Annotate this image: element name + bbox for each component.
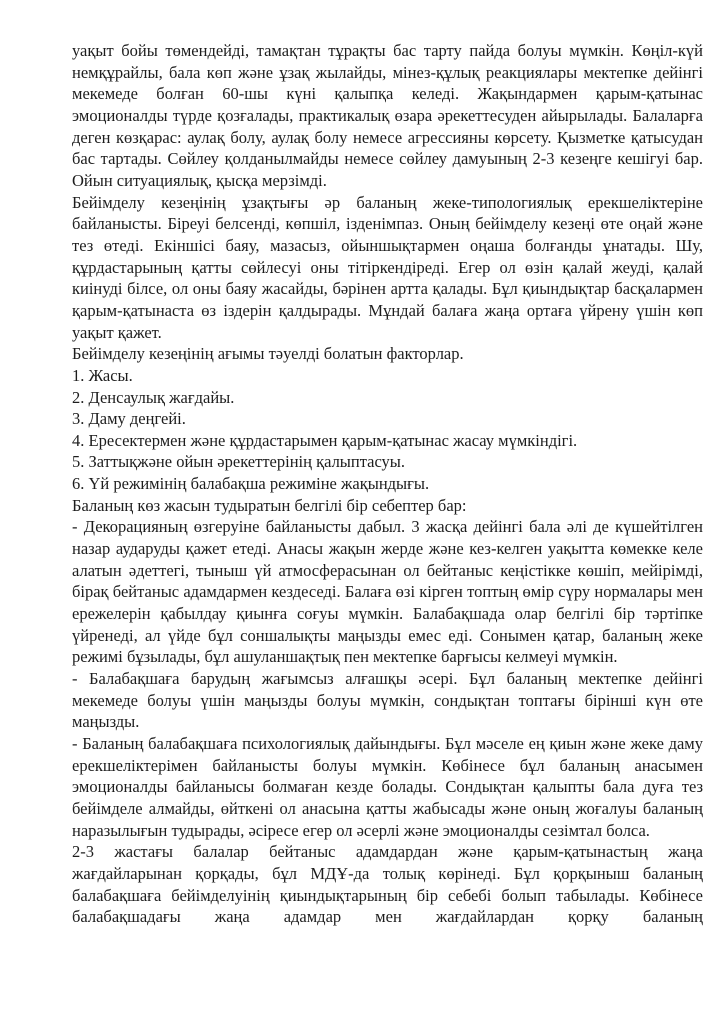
factor-item-3: 3. Даму деңгейі. <box>72 409 186 429</box>
paragraph-continuation: уақыт бойы төмендейді, тамақтан тұрақты бас тарту пайда болуы мүмкін. Көңіл-күй немқұрайлы, бала көп және ұзақ жылайды, мінез-құлық реакциялары мектепке дейінгі мекемеде болған 60-шы күні қалыпқа келеді. Жақындармен қарым-қатынас эмоционалды түрде қозғалады, практикалық өзара әрекеттесуден айырылады. Балаларға деген көзқарас: аулақ болу, аулақ болу немесе агрессияны көрсету. Қызметке қатысудан бас тартады. Сөйлеу қолданылмайды немесе сөйлеу дамуының 2-3 кезеңге кешігуі бар. Ойын ситуациялық, қысқа мерзімді. <box>72 41 703 190</box>
paragraph-reason-negative-first-impression: - Балабақшаға барудың жағымсыз алғашқы әсері. Бұл баланың мектепке дейінгі мекемеде болуы үшін маңызды болуы мүмкін, сондықтан топтағы бірінші күн өте маңызды. <box>72 669 703 732</box>
paragraph-reason-scenery-change: - Декорацияның өзгеруіне байланысты дабыл. 3 жасқа дейінгі бала әлі де күшейтілген назар аударуды қажет етеді. Анасы жақын жерде және кез-келген уақытта көмекке келе алатын әдеттегі, тыныш үй атмосферасынан ол бейтаныс кеңістікке көшіп, мейірімді, бірақ бейтаныс адамдармен кездеседі. Балаға өзі кірген топтың өмір сүру нормалары мен ережелерін қабылдау қиынға соғуы мүмкін. Балабақшада олар белгілі бір тәртіпке үйренеді, ал үйде бұл соншалықты маңызды емес еді. Сонымен қатар, баланың жеке режимі бұзылады, бұл ашуланшақтық пен мектепке барғысы келмеуі мүмкін. <box>72 517 703 667</box>
paragraph-factors-heading: Бейімделу кезеңінің ағымы тәуелді болатын факторлар. <box>72 344 464 364</box>
factor-item-5: 5. Заттықжәне ойын әрекеттерінің қалыптасуы. <box>72 452 406 472</box>
factor-item-6: 6. Үй режимінің балабақша режиміне жақындығы. <box>72 474 430 494</box>
paragraph-reason-psychological-readiness: - Баланың балабақшаға психологиялық дайындығы. Бұл мәселе ең қиын және жеке даму ерекшеліктерімен байланысты болуы мүмкін. Көбінесе бұл баланың анасымен эмоционалды байланысы болмаған кезде болады. Сондықтан қалыпты бала дуға тез бейімделе алмайды, өйткені ол анасына қатты жабысады және оның жоғалуы баланың наразылығын тудырады, әсіресе егер ол әсерлі және эмоционалды сезімтал болса. <box>72 734 703 840</box>
paragraph-reasons-intro: Баланың көз жасын тудыратын белгілі бір себептер бар: <box>72 495 467 515</box>
factor-item-1: 1. Жасы. <box>72 365 133 385</box>
paragraph-fear-of-strangers: 2-3 жастағы балалар бейтаныс адамдардан және қарым-қатынастың жаңа жағдайларынан қорқады, бұл МДҰ-да толық көрінеді. Бұл қорқыныш баланың балабақшаға бейімделуінің қиындықтарының бір себебі болып табылады. Көбінесе балабақшадағы жаңа адамдар мен жағдайлардан қорқу баланың <box>72 842 703 927</box>
document-page <box>72 40 703 928</box>
factor-item-4: 4. Ересектермен және құрдастарымен қарым-қатынас жасау мүмкіндігі. <box>72 430 578 450</box>
factor-item-2: 2. Денсаулық жағдайы. <box>72 387 235 407</box>
paragraph-adaptation-duration: Бейімделу кезеңінің ұзақтығы әр баланың жеке-типологиялық ерекшеліктеріне байланысты. Біреуі белсенді, көпшіл, ізденімпаз. Оның бейімделу кезеңі өте оңай және тез өтеді. Екіншісі баяу, мазасыз, ойыншықтармен оңаша болғанды ұнатады. Шу, құрдастарының қатты сөйлесуі оны тітіркендіреді. Егер ол өзін қалай жеуді, қалай киінуді білсе, ол оны баяу жасайды, бәрінен артта қалады. Бұл қиындықтар басқалармен қарым-қатынаста өз іздерін қалдырады. Мұндай балаға жаңа ортаға үйрену үшін көп уақыт қажет. <box>72 192 703 342</box>
